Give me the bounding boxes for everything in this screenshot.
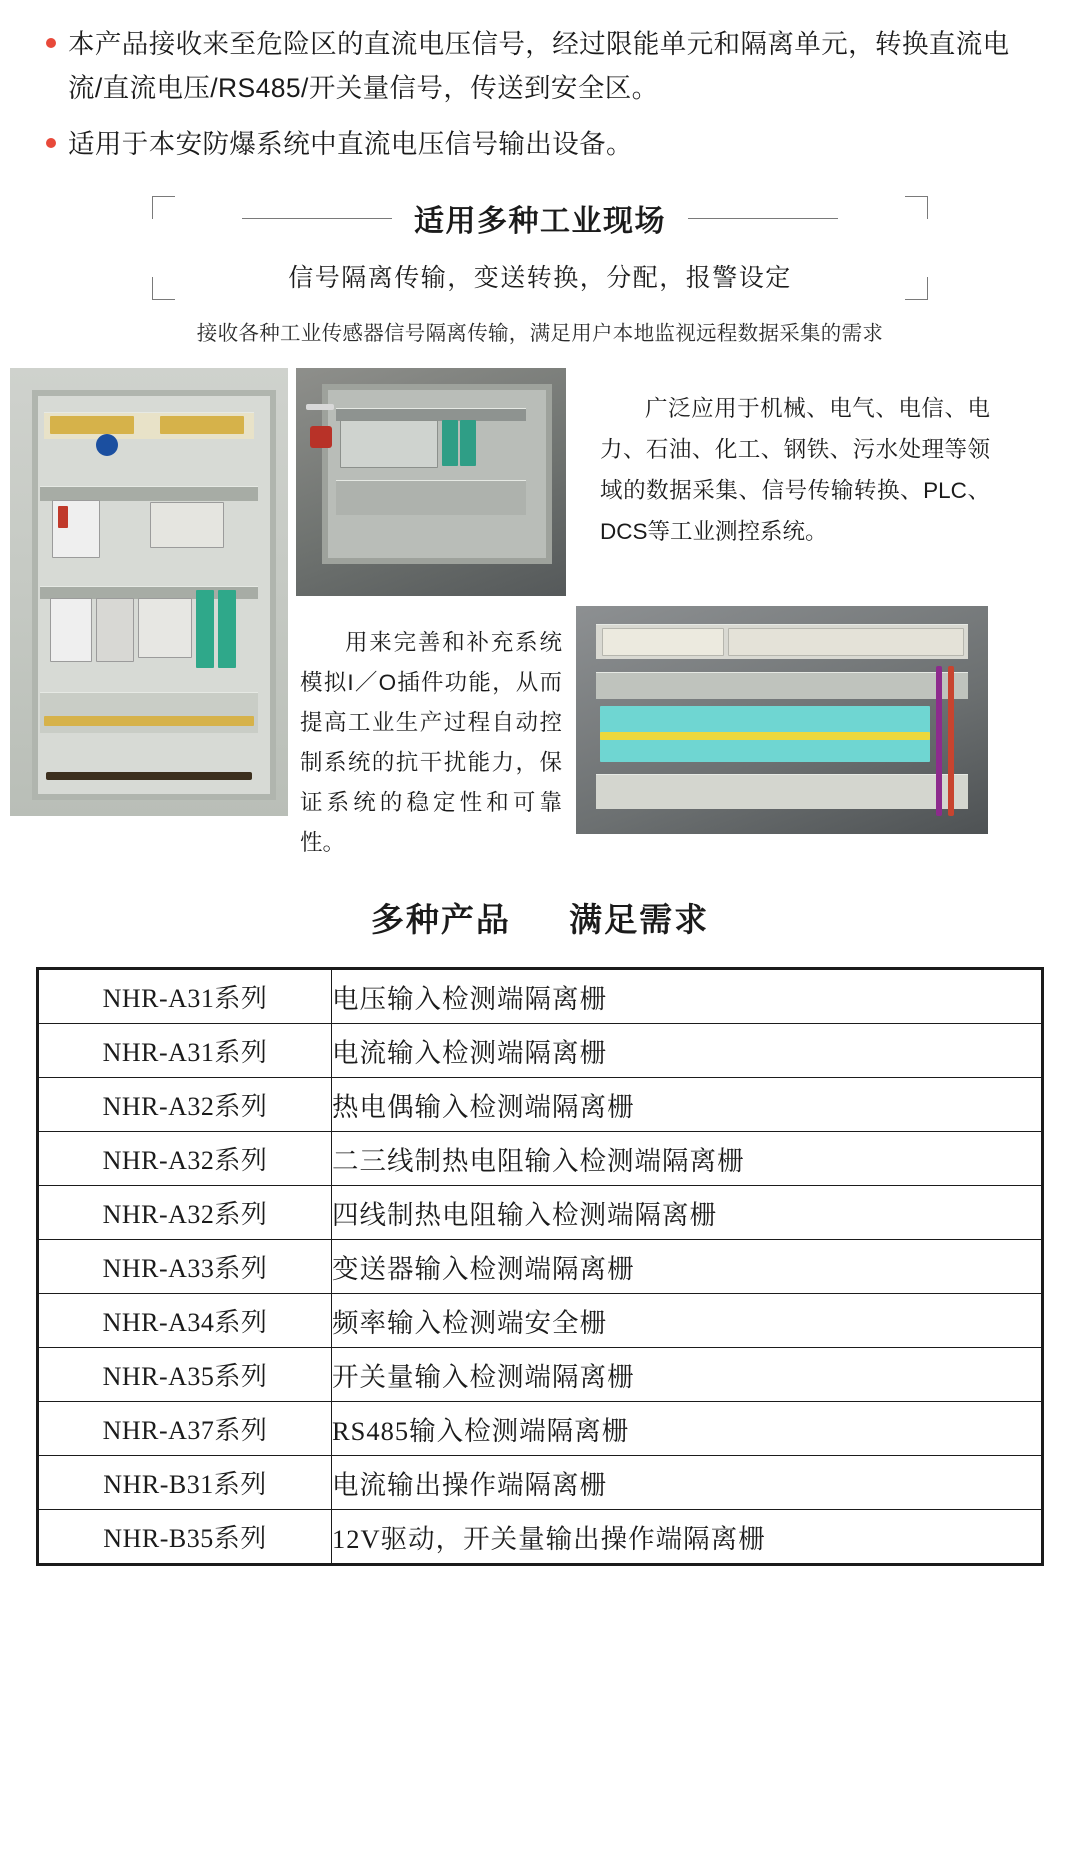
bracket-corner-bottom-right-icon: [905, 277, 928, 300]
cell-description: 频率输入检测端安全栅: [332, 1294, 1042, 1348]
isolation-barrier-decor: [460, 420, 476, 466]
cell-model: NHR-A32系列: [39, 1078, 332, 1132]
cable-decor: [306, 404, 334, 410]
section-subtitle: 信号隔离传输，变送转换，分配，报警设定: [288, 265, 792, 292]
intro-section: [0, 0, 1080, 166]
isolation-barrier-decor: [196, 590, 214, 668]
ground-bar-decor: [44, 716, 254, 726]
breaker-switch-decor: [58, 506, 68, 528]
din-rail-decor: [596, 672, 968, 699]
cell-model: NHR-A31系列: [39, 970, 332, 1024]
application-section-header: [0, 196, 1080, 346]
cell-description: 变送器输入检测端隔离栅: [332, 1240, 1042, 1294]
terminal-strip-decor: [40, 692, 258, 733]
terminal-strip-decor: [336, 480, 526, 515]
table-row: [39, 1402, 1042, 1456]
terminal-block-decor: [50, 416, 134, 434]
terminal-block-decor: [160, 416, 244, 434]
table-row: [39, 1024, 1042, 1078]
din-rail-decor: [40, 486, 258, 501]
timer-module-decor: [96, 598, 134, 662]
terminal-block-decor: [602, 628, 724, 656]
title-rule-right: [688, 218, 838, 219]
application-text-right: 广泛应用于机械、电气、电信、电力、石油、化工、钢铁、污水处理等领域的数据采集、信号传输转换、PLC、DCS等工业测控系统。: [600, 396, 990, 544]
cell-description: 电压输入检测端隔离栅: [332, 970, 1042, 1024]
terminal-block-decor: [728, 628, 964, 656]
cell-model: NHR-A33系列: [39, 1240, 332, 1294]
cable-decor: [936, 666, 942, 816]
cell-description: 开关量输入检测端隔离栅: [332, 1348, 1042, 1402]
cell-description: 电流输入检测端隔离栅: [332, 1024, 1042, 1078]
products-title-right: 满足需求: [569, 901, 710, 938]
cell-description: 电流输出操作端隔离栅: [332, 1456, 1042, 1510]
cell-description: RS485输入检测端隔离栅: [332, 1402, 1042, 1456]
connector-decor: [310, 426, 332, 448]
cell-description: 四线制热电阻输入检测端隔离栅: [332, 1186, 1042, 1240]
table-row: [39, 1510, 1042, 1564]
intro-bullet-text: 本产品接收来至危险区的直流电压信号，经过限能单元和隔离单元，转换直流电流/直流电压/RS485/开关量信号，传送到安全区。: [68, 29, 1010, 103]
products-table-wrapper: [36, 967, 1044, 1566]
section-title-row: [150, 196, 930, 240]
table-row: [39, 1348, 1042, 1402]
photo-control-cabinet: [10, 368, 288, 816]
cell-model: NHR-A35系列: [39, 1348, 332, 1402]
intro-bullet-item: [40, 122, 1032, 166]
bullet-dot-icon: [46, 138, 56, 148]
relay-module-decor: [50, 598, 92, 662]
cell-model: NHR-A32系列: [39, 1132, 332, 1186]
cell-model: NHR-A32系列: [39, 1186, 332, 1240]
terminal-row-decor: [596, 774, 968, 809]
intro-bullet-item: [40, 22, 1032, 110]
bracket-frame: [150, 196, 930, 300]
contactor-decor: [138, 598, 192, 658]
table-row: [39, 1132, 1042, 1186]
products-table: [38, 969, 1042, 1564]
application-photo-collage: [0, 368, 1080, 855]
cell-model: NHR-A37系列: [39, 1402, 332, 1456]
power-supply-decor: [150, 502, 224, 548]
cell-description: 二三线制热电阻输入检测端隔离栅: [332, 1132, 1042, 1186]
cell-description: 12V驱动，开关量输出操作端隔离栅: [332, 1510, 1042, 1564]
section-title: 适用多种工业现场: [414, 205, 666, 238]
table-row: [39, 1294, 1042, 1348]
cell-model: NHR-A31系列: [39, 1024, 332, 1078]
cable-bundle-decor: [46, 772, 252, 780]
bracket-corner-bottom-left-icon: [152, 277, 175, 300]
cable-decor: [948, 666, 954, 816]
bracket-corner-top-right-icon: [905, 196, 928, 219]
photo-terminal-rows: [576, 606, 988, 834]
bracket-corner-top-left-icon: [152, 196, 175, 219]
plc-module-decor: [340, 420, 438, 468]
table-row: [39, 1456, 1042, 1510]
cell-model: NHR-A34系列: [39, 1294, 332, 1348]
label-marker-decor: [96, 434, 118, 456]
wiring-duct-decor: [600, 732, 930, 740]
cell-description: 热电偶输入检测端隔离栅: [332, 1078, 1042, 1132]
isolation-barrier-decor: [218, 590, 236, 668]
section-note: 接收各种工业传感器信号隔离传输，满足用户本地监视远程数据采集的需求: [196, 322, 884, 345]
table-row: [39, 1186, 1042, 1240]
photo-control-box: [296, 368, 566, 596]
products-title-left: 多种产品: [370, 901, 511, 938]
bullet-dot-icon: [46, 38, 56, 48]
title-rule-left: [242, 218, 392, 219]
table-row: [39, 1078, 1042, 1132]
intro-bullet-text: 适用于本安防爆系统中直流电压信号输出设备。: [68, 129, 633, 159]
products-section-title: [0, 894, 1080, 941]
table-row: [39, 970, 1042, 1024]
isolation-barrier-decor: [442, 420, 458, 466]
table-row: [39, 1240, 1042, 1294]
application-text-middle: 用来完善和补充系统模拟I／O插件功能，从而提高工业生产过程自动控制系统的抗干扰能力，保证系统的稳定性和可靠性。: [300, 630, 562, 855]
cell-model: NHR-B31系列: [39, 1456, 332, 1510]
cell-model: NHR-B35系列: [39, 1510, 332, 1564]
